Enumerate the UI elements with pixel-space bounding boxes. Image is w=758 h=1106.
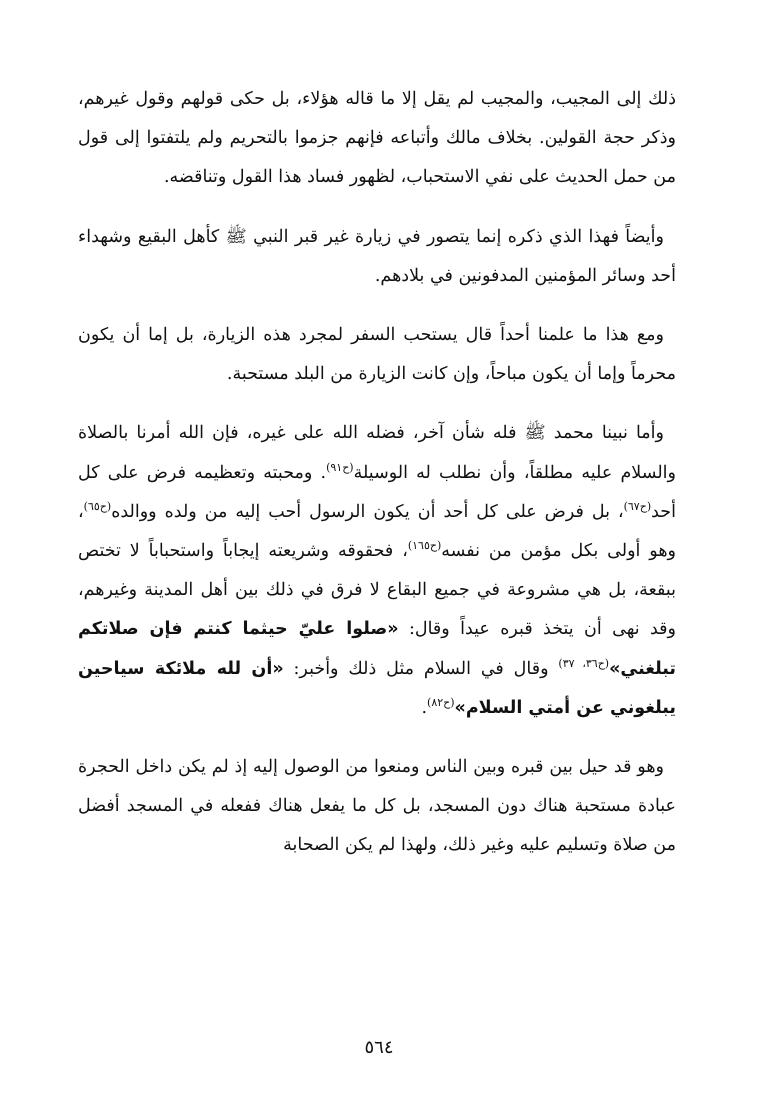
paragraph-4-text-6: وقال في السلام مثل ذلك وأخبر: (283, 658, 559, 679)
hadith-reference: (ح٩١) (326, 460, 354, 474)
paragraph-4-text-2: . ومحبته وتعظيمه فرض على كل أحد (78, 462, 676, 522)
paragraph-4-text-5: ، فحقوقه وشريعته إيجاباً واستحباباً لا تختص ببقعة، بل هي مشروعة في جميع البقاع لا فرق في ذلك بين أهل المدينة وغيرهم، وقد نهى أن يتخذ قبره عيداً وقال: (78, 541, 676, 640)
hadith-quote-2: «أن لله ملائكة سياحين يبلغوني عن أمتي السلام» (78, 658, 676, 718)
paragraph-2-text: وأيضاً فهذا الذي ذكره إنما يتصور في زيارة غير قبر النبي ﷺ كأهل البقيع وشهداء أحد وسائر المؤمنين المدفونين في بلادهم. (78, 226, 676, 286)
paragraph-3-text: ومع هذا ما علمنا أحداً قال يستحب السفر لمجرد هذه الزيارة، بل إما أن يكون محرماً وإما أن يكون مباحاً، وإن كانت الزيارة من البلد مستحبة. (78, 325, 676, 385)
paragraph-5 (78, 748, 676, 866)
body-text (78, 80, 676, 886)
paragraph-4-text-4: ، وهو أولى بكل مؤمن من نفسه (78, 501, 676, 562)
hadith-reference: (ح٦٥) (83, 500, 112, 513)
hadith-reference: (ح٣٦، ٣٧) (558, 656, 610, 670)
paragraph-4-text-3: ، بل فرض على كل أحد أن يكون الرسول أحب إليه من ولده ووالده (111, 501, 624, 522)
paragraph-5-text: وهو قد حيل بين قبره وبين الناس ومنعوا من الوصول إليه إذ لم يكن داخل الحجرة عبادة مستحبة هناك دون المسجد، بل كل ما يفعل هناك ففعله في المسجد أفضل من صلاة وتسليم عليه وغير ذلك، ولهذا لم يكن الصحابة (78, 757, 676, 856)
paragraph-1-text: ذلك إلى المجيب، والمجيب لم يقل إلا ما قاله هؤلاء، بل حكى قولهم وقول غيرهم، وذكر حجة القولين. بخلاف مالك وأتباعه فإنهم جزموا بالتحريم ولم يلتفتوا إلى قول من حمل الحديث على نفي الاستحباب، لظهور فساد هذا القول وتناقضه. (78, 89, 676, 188)
page-number: ٥٦٤ (364, 1037, 394, 1058)
paragraph-3 (78, 316, 676, 394)
hadith-reference: (ح٨٢) (427, 696, 455, 710)
paragraph-4-text-7: . (421, 697, 428, 718)
hadith-quote-1: «صلوا عليّ حيثما كنتم فإن صلاتكم تبلغني» (78, 619, 676, 679)
hadith-reference: (ح١٦٥) (407, 539, 442, 553)
paragraph-1 (78, 80, 676, 198)
paragraph-4 (78, 414, 676, 728)
paragraph-2 (78, 218, 676, 296)
hadith-reference: (ح٦٧) (623, 500, 652, 513)
paragraph-4-text-1: وأما نبينا محمد ﷺ فله شأن آخر، فضله الله على غيره، فإن الله أمرنا بالصلاة والسلام عليه مطلقاً، وأن نطلب له الوسيلة (78, 423, 676, 483)
